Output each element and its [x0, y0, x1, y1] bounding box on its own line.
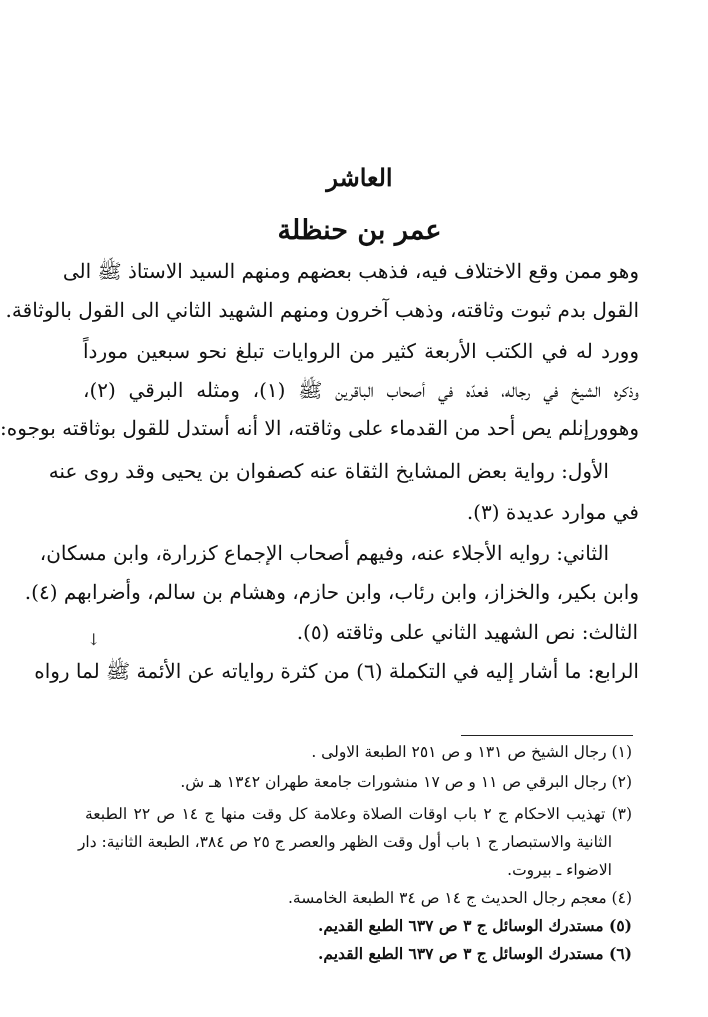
footnote: (٢) رجال البرقي ص ١١ و ص ١٧ منشورات جامعة طهران ١٣٤٢ هـ ش.	[180, 773, 632, 791]
footnote-divider	[461, 735, 633, 736]
margin-mark: ↓	[87, 630, 101, 649]
text-line: وورد له في الكتب الأربعة كثير من الروايات تبلغ نحو سبعين مورداً	[83, 339, 639, 363]
text-line: وذكره الشيخ في رجاله، فعدّه في أصحاب الباقرين ﷺ (١)، ومثله البرقي (٢)،	[83, 378, 639, 402]
text-line: الثالث: نص الشهيد الثاني على وثاقته (٥).	[296, 620, 638, 644]
text-line: القول بدم ثبوت وثاقته، وذهب آخرون ومنهم الشهيد الثاني الى القول بالوثاقة.	[5, 298, 639, 322]
footnote-continuation: الاضواء ـ بيروت.	[507, 861, 612, 879]
footnote: (٤) معجم رجال الحديث ج ١٤ ص ٣٤ الطبعة الخامسة.	[287, 889, 632, 907]
narrator-name-heading: عمر بن حنظلة	[277, 215, 442, 246]
footnote: (٥) مستدرك الوسائل ج ٣ ص ٦٣٧ الطبع القديم.	[318, 916, 632, 935]
text-line: وهوورإنلم يص أحد من القدماء على وثاقته، الا أنه أستدل للقول بوثاقته بوجوه:	[0, 416, 639, 440]
text-line: وهو ممن وقع الاختلاف فيه، فذهب بعضهم ومنهم السيد الاستاذ ﷺ الى	[62, 259, 639, 283]
text-line: الثاني: روايه الأجلاء عنه، وفيهم أصحاب الإجماع كزرارة، وابن مسكان،	[39, 541, 609, 565]
footnote: (٦) مستدرك الوسائل ج ٣ ص ٦٣٧ الطبع القديم.	[318, 944, 632, 963]
footnote-continuation: الثانية والاستبصار ج ١ باب أول وقت الظهر والعصر ج ٢٥ ص ٣٨٤، الطبعة الثانية: دار	[77, 833, 612, 851]
text-line: الرابع: ما أشار إليه في التكملة (٦) من كثرة رواياته عن الأئمة ﷺ لما رواه	[34, 659, 639, 683]
chapter-number-heading: العاشر	[326, 163, 393, 192]
text-line: في موارد عديدة (٣).	[466, 500, 639, 524]
footnote: (١) رجال الشيخ ص ١٣١ و ص ٢٥١ الطبعة الاولى .	[311, 743, 632, 761]
text-line: وابن بكير، والخزاز، وابن رئاب، وابن حازم، وهشام بن سالم، وأضرابهم (٤).	[24, 580, 639, 604]
footnote: (٣) تهذيب الاحكام ج ٢ باب اوقات الصلاة وعلامة كل وقت منها ج ١٤ ص ٢٢ الطبعة	[85, 805, 633, 823]
text-line: الأول: رواية بعض المشايخ الثقاة عنه كصفوان بن يحيى وقد روى عنه	[48, 459, 609, 483]
